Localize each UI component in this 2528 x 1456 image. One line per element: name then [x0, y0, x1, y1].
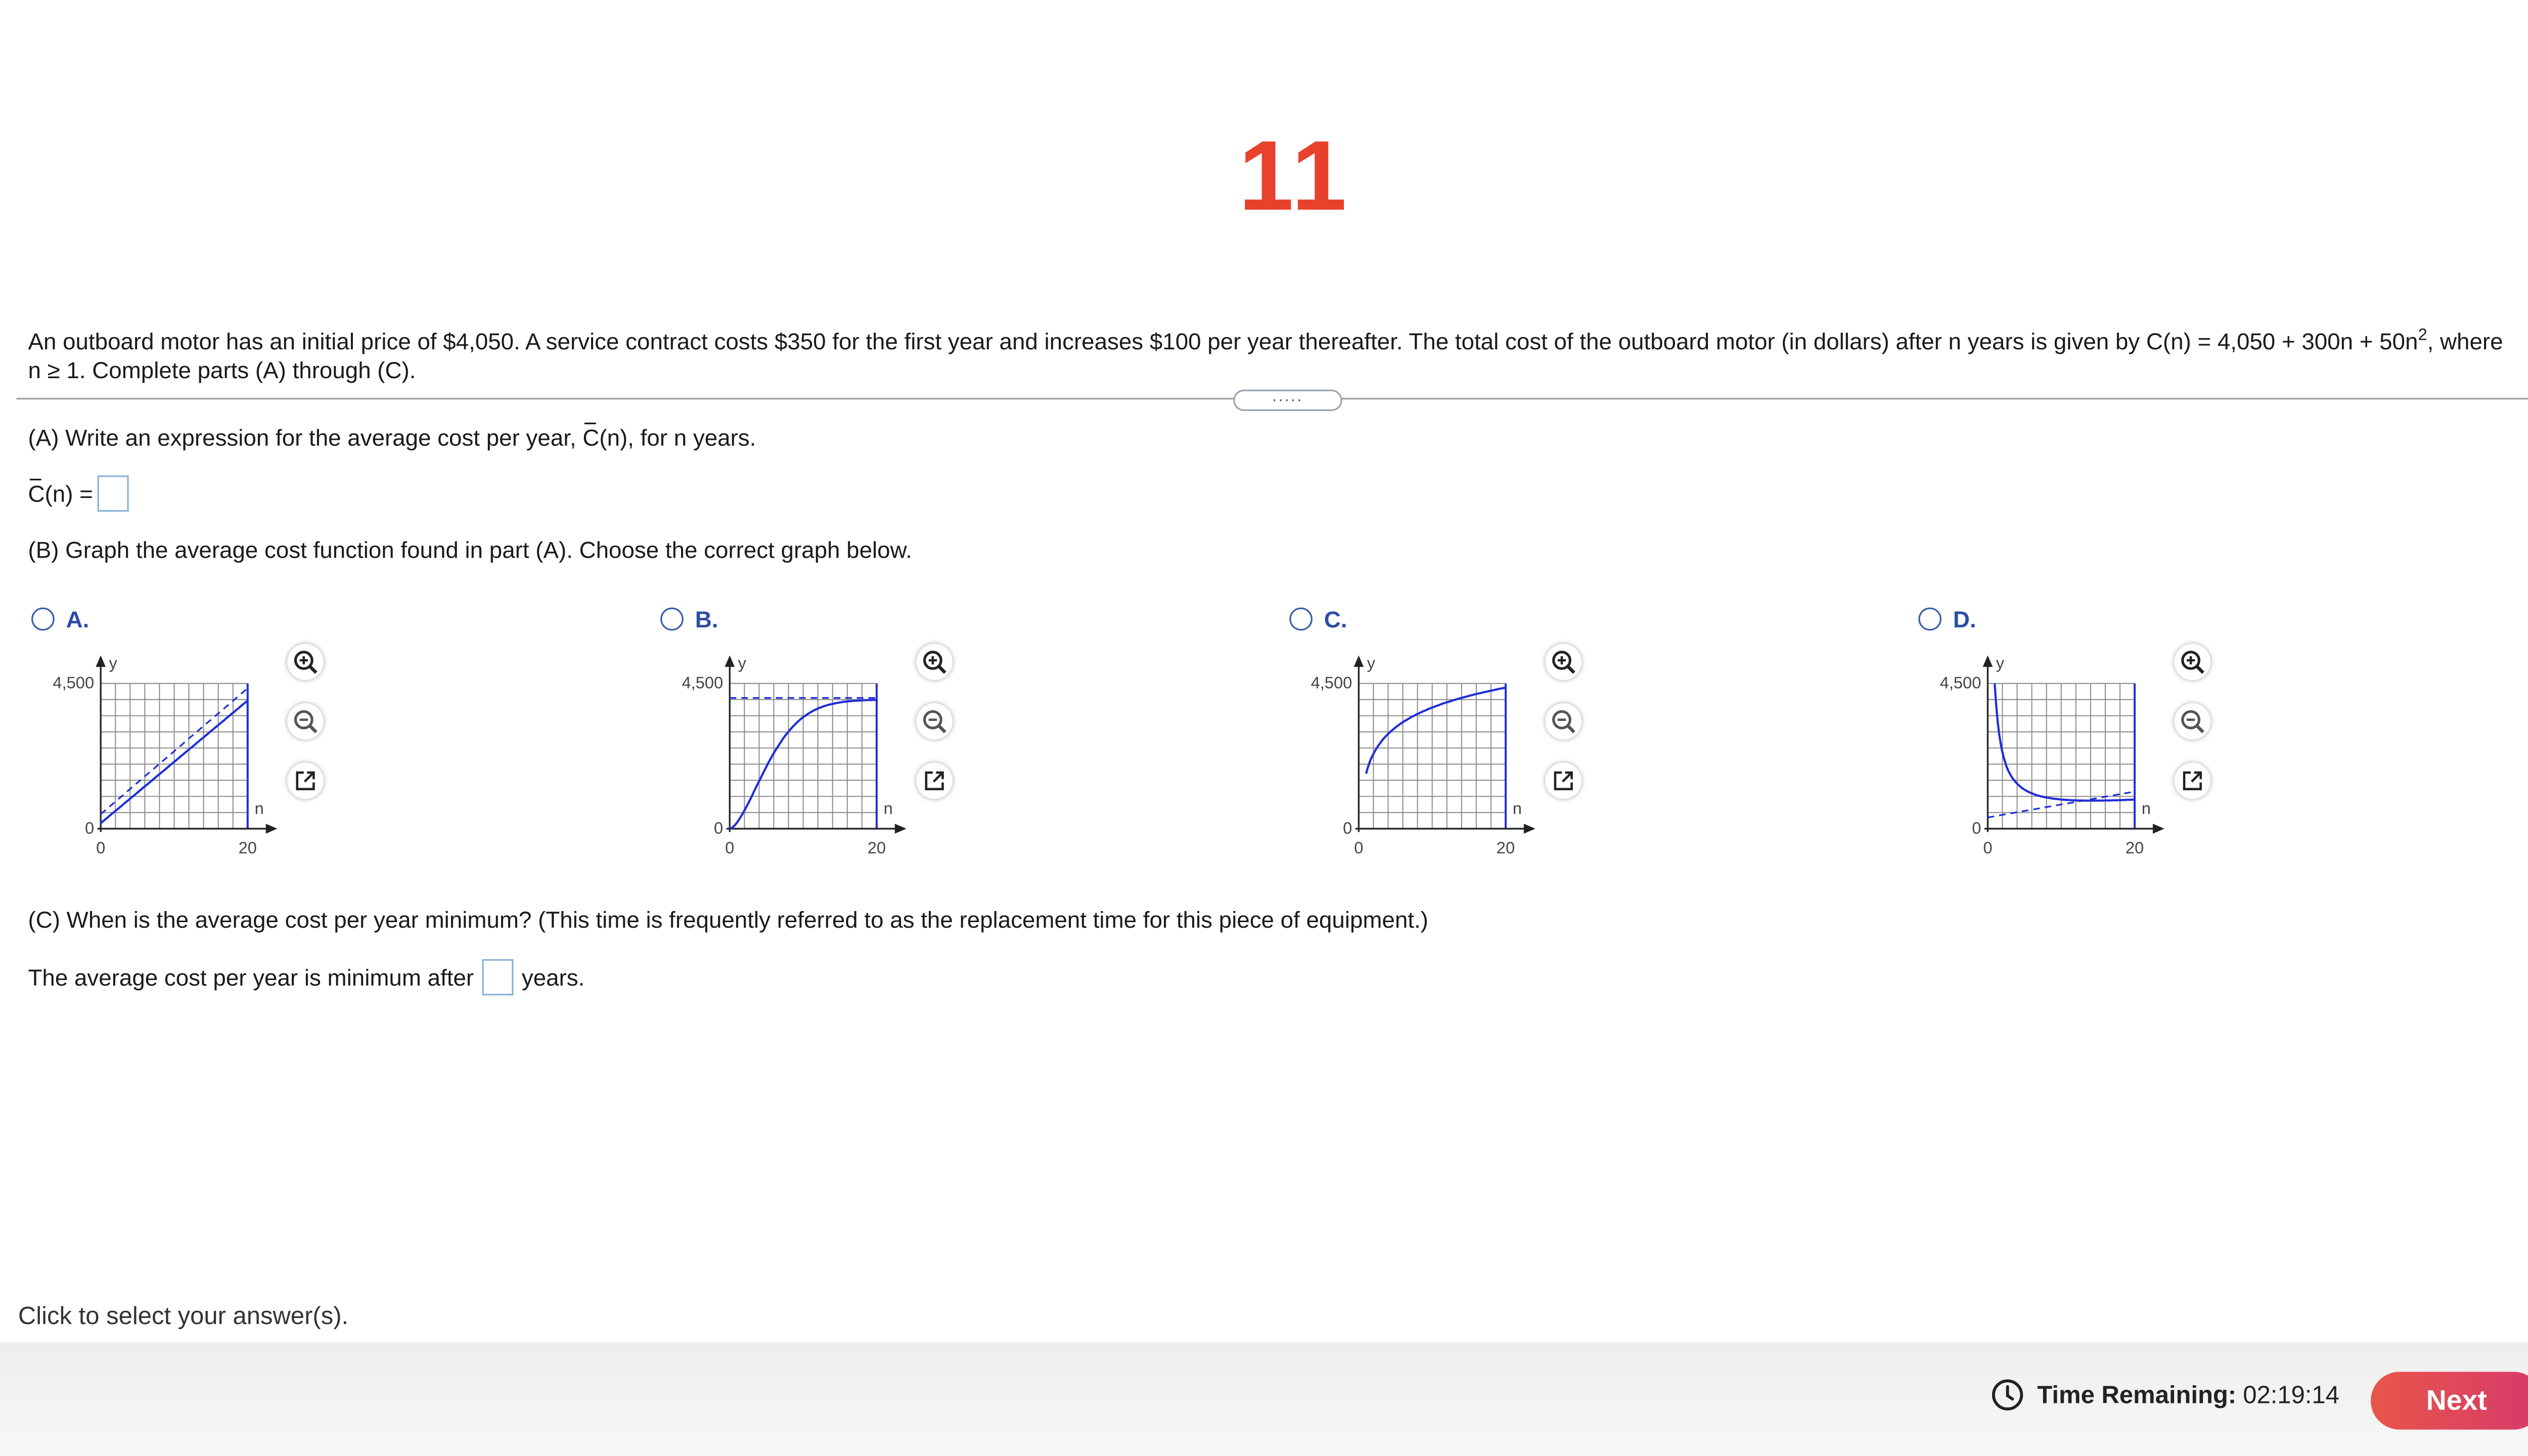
y-axis-label: y — [109, 653, 117, 672]
external-link-icon — [1550, 767, 1576, 794]
average-cost-input[interactable] — [98, 475, 129, 512]
x-axis-arrow — [1524, 824, 1536, 834]
y-tick-label: 4,500 — [1939, 673, 1981, 692]
zoom-in-icon — [2179, 649, 2205, 675]
question-number: 11 — [1238, 120, 1350, 232]
option-a[interactable] — [31, 606, 89, 632]
x-zero-label: 0 — [1983, 838, 1993, 857]
x-tick-label: 20 — [867, 838, 886, 857]
part-a-answer-row — [28, 474, 129, 513]
y-axis-arrow — [1983, 655, 1993, 667]
zoom-out-button[interactable] — [1545, 703, 1582, 740]
zoom-out-icon — [1550, 708, 1576, 735]
part-c-answer-row — [28, 958, 585, 997]
option-a-radio[interactable] — [31, 608, 55, 631]
intro-line1: An outboard motor has an initial price of $4,050. A service contract costs $350 for the first year and increases $100 per year thereafter. The total cost of the outboard motor (in dollars) after n years is given by C(n) = 4,050 + 300n + 50n — [28, 328, 2418, 354]
select-answer-hint: Click to select your answer(s). — [18, 1302, 349, 1331]
average-cost-curve — [1366, 688, 1506, 774]
external-link-button[interactable] — [2174, 763, 2210, 799]
option-c-label: C. — [1324, 606, 1347, 632]
x-axis-arrow — [895, 824, 907, 834]
part-a-prompt-post: (n), for n years. — [599, 424, 756, 451]
graph-grid — [1988, 684, 2135, 829]
zoom-in-button[interactable] — [2174, 644, 2210, 680]
option-b-label: B. — [695, 606, 718, 632]
zoom-out-button[interactable] — [2174, 703, 2210, 740]
average-cost-curve — [1995, 684, 2134, 801]
part-a-prompt-cbar: C — [582, 424, 600, 451]
option-c-graph[interactable] — [1291, 647, 1555, 865]
zoom-in-icon — [1550, 649, 1576, 675]
zoom-in-icon — [292, 649, 319, 675]
y-zero-label: 0 — [84, 818, 95, 837]
y-zero-label: 0 — [714, 818, 724, 837]
y-axis-label: y — [1996, 653, 2005, 672]
intro-line2: n ≥ 1. Complete parts (A) through (C). — [28, 356, 416, 383]
zoom-out-icon — [921, 708, 947, 735]
y-zero-label: 0 — [1343, 818, 1352, 837]
part-c-answer-post: years. — [521, 964, 585, 991]
graph-grid — [730, 684, 877, 829]
expand-more-button[interactable]: ..... — [1233, 390, 1342, 411]
time-remaining-label: Time Remaining: — [2037, 1381, 2237, 1409]
option-d-graph[interactable] — [1920, 647, 2184, 865]
x-axis-label: n — [1512, 798, 1522, 817]
zoom-out-icon — [292, 708, 319, 735]
x-axis-arrow — [266, 824, 278, 834]
y-axis-label: y — [738, 653, 746, 672]
intro-exponent: 2 — [2418, 327, 2427, 345]
external-link-icon — [921, 767, 947, 794]
cbar-lhs-rest: (n) = — [44, 480, 93, 507]
external-link-button[interactable] — [1545, 763, 1582, 799]
option-c[interactable] — [1289, 606, 1347, 632]
zoom-out-icon — [2179, 708, 2205, 735]
replacement-time-input[interactable] — [482, 959, 513, 995]
x-axis-label: n — [254, 798, 264, 817]
x-tick-label: 20 — [1496, 838, 1515, 857]
cbar-lhs-c: C — [28, 480, 45, 507]
part-c-prompt: (C) When is the average cost per year minimum? (This time is frequently referred to as the replacement time for this piece of equipment.) — [28, 906, 1428, 933]
x-zero-label: 0 — [725, 838, 735, 857]
x-zero-label: 0 — [96, 838, 106, 857]
graph-grid — [1359, 684, 1506, 829]
y-zero-label: 0 — [1972, 818, 1981, 837]
zoom-out-button[interactable] — [287, 703, 324, 740]
option-a-label: A. — [66, 606, 89, 632]
zoom-in-icon — [921, 649, 947, 675]
zoom-out-button[interactable] — [916, 703, 953, 740]
x-zero-label: 0 — [1354, 838, 1364, 857]
y-axis-label: y — [1367, 653, 1375, 672]
y-tick-label: 4,500 — [682, 673, 724, 692]
external-link-icon — [292, 767, 319, 794]
graph-grid — [101, 684, 248, 829]
option-c-radio[interactable] — [1289, 608, 1313, 631]
external-link-button[interactable] — [916, 763, 953, 799]
part-a-prompt-pre: (A) Write an expression for the average cost per year, — [28, 424, 583, 451]
y-axis-arrow — [725, 655, 735, 667]
time-remaining — [1991, 1377, 2339, 1413]
x-tick-label: 20 — [2125, 838, 2144, 857]
option-b[interactable] — [660, 606, 718, 632]
option-b-graph[interactable] — [662, 647, 926, 865]
x-axis-label: n — [2141, 798, 2151, 817]
option-a-graph[interactable] — [33, 647, 297, 865]
x-axis-arrow — [2153, 824, 2164, 834]
zoom-in-button[interactable] — [1545, 644, 1582, 680]
y-tick-label: 4,500 — [1311, 673, 1352, 692]
y-axis-arrow — [96, 655, 106, 667]
option-b-radio[interactable] — [660, 608, 684, 631]
zoom-in-button[interactable] — [287, 644, 324, 680]
option-d-label: D. — [1953, 606, 1976, 632]
zoom-in-button[interactable] — [916, 644, 953, 680]
external-link-button[interactable] — [287, 763, 324, 799]
next-button[interactable]: Next — [2371, 1372, 2528, 1429]
x-axis-label: n — [883, 798, 893, 817]
y-axis-arrow — [1354, 655, 1364, 667]
intro-line1-post: , where — [2427, 328, 2503, 354]
clock-icon — [1991, 1379, 2024, 1412]
time-remaining-value: 02:19:14 — [2243, 1381, 2339, 1409]
option-d-radio[interactable] — [1918, 608, 1942, 631]
y-tick-label: 4,500 — [53, 673, 95, 692]
x-tick-label: 20 — [238, 838, 257, 857]
external-link-icon — [2179, 767, 2205, 794]
part-c-answer-pre: The average cost per year is minimum after — [28, 964, 474, 991]
option-d[interactable] — [1918, 606, 1976, 632]
problem-statement — [28, 322, 2521, 384]
part-a-prompt — [28, 424, 756, 450]
part-b-prompt: (B) Graph the average cost function found in part (A). Choose the correct graph below. — [28, 536, 912, 563]
